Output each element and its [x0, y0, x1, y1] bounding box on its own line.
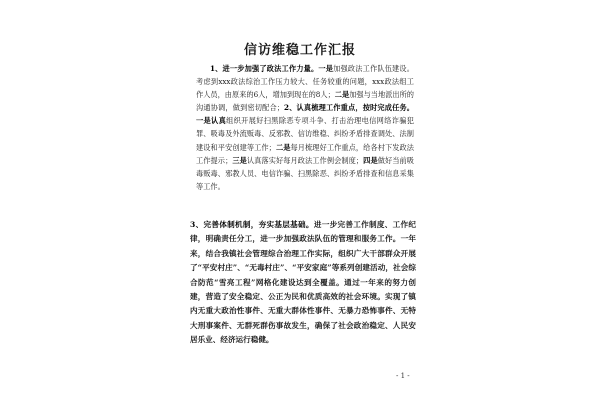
- emphasis-text: 二是: [275, 142, 291, 152]
- paragraph-work-force: [196, 62, 414, 193]
- emphasis-text: 3、完善体制机制，夯实基层基础。: [190, 220, 314, 229]
- body-text: 组织开展好扫黑除恶专项斗争、打击治理电信网络诈骗犯罪、吸毒及外流贩毒、反邪教、信访维稳、纠纷矛盾排查调处、法制建设和平安创建等工作；: [196, 116, 414, 152]
- emphasis-text: 二是: [334, 90, 350, 100]
- body-text: 做好当前吸毒贩毒、邪教人员、电信诈骗、扫黑除恶、纠纷矛盾排查和信息采集等工作。: [196, 155, 414, 191]
- page-number: - 1 -: [396, 372, 410, 380]
- emphasis-text: 四是: [363, 155, 378, 165]
- emphasis-text: 2、认真梳理工作重点，按时完成任务。: [284, 103, 414, 113]
- body-text: 加强与当地派出所的沟通协调，做到密切配合；: [196, 90, 414, 113]
- document-title: 信访维稳工作汇报: [243, 43, 356, 58]
- emphasis-text: 一是认真: [196, 116, 227, 126]
- emphasis-text: 三是: [232, 155, 247, 165]
- body-text: 加强政法工作队伍建设。考虑到xxx政法综治工作压力较大、任务较重的问题，xxx政法组工作人员，由原来的6人，增加到现在的8人；: [196, 64, 414, 100]
- emphasis-text: 一是: [318, 64, 334, 73]
- body-text: 进一步完善工作制度、工作纪律，明确责任分工，进一步加强政法队伍的管理和服务工作。一年来，结合我镇社会管理综合治理工作实际，组织广大干部群众开展了“平安村庄”、“无毒村庄”、“平安家庭”等系列创建活动，社会综合防范“雪亮工程”网格化建设达到全覆盖。通过一年来的努力创建，营造了安全稳定、公正为民和优质高效的社会环境。实现了镇内无重大政治性事件、无重大群体性事件、无暴力恐怖事件、无特大刑事案件、无群死群伤事故发生，确保了社会政治稳定、人民安居乐业、经济运行稳健。: [190, 220, 416, 345]
- body-text: 认真落实好每月政法工作例会制度；: [246, 155, 364, 165]
- emphasis-text: 1、进一步加强了政法工作力量。: [210, 64, 319, 73]
- paragraph-mechanism: [190, 218, 416, 348]
- body-text: 每月梳理好工作重点，给各村下发政法工作提示；: [196, 142, 414, 165]
